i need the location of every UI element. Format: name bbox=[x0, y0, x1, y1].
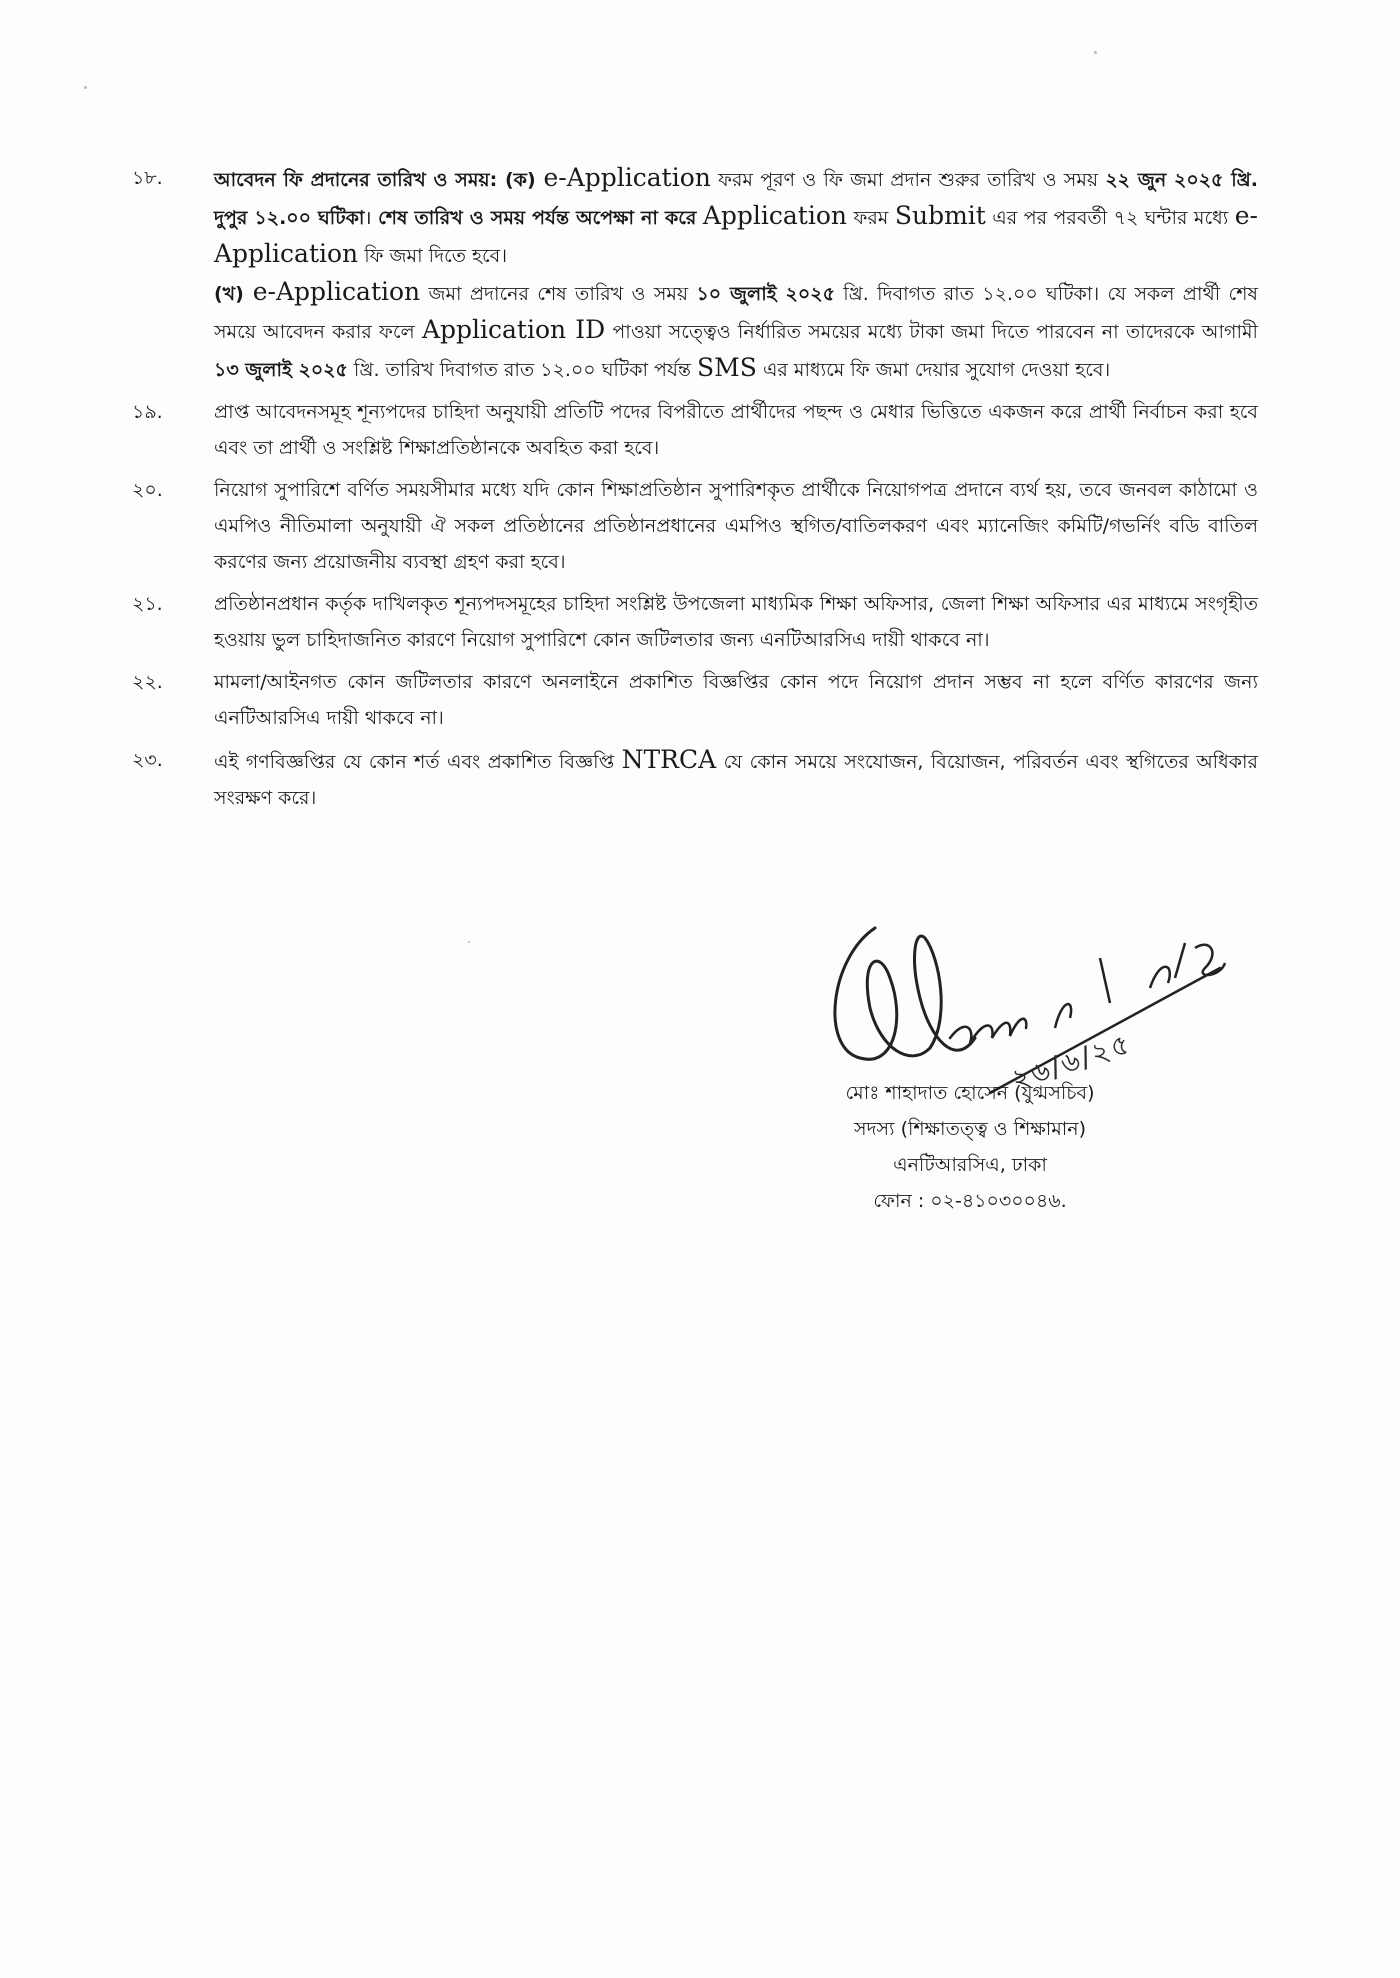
signatory-organization: এনটিআরসিএ, ঢাকা bbox=[893, 1154, 1047, 1176]
clause-number: ২০. bbox=[132, 479, 163, 501]
text-run: জমা প্রদানের শেষ তারিখ ও সময় bbox=[420, 283, 697, 305]
signatory-block bbox=[780, 1075, 1160, 1219]
clause-list bbox=[128, 160, 1258, 822]
clause-body bbox=[214, 394, 1258, 466]
clause-item bbox=[128, 160, 1258, 388]
clause-number: ২২. bbox=[132, 671, 163, 693]
bold-text: ২২ জুন ২০২৫ খ্রি. দুপুর ১২.০০ ঘটিকা bbox=[214, 169, 1258, 229]
clause-body bbox=[214, 664, 1258, 736]
text-run: এই গণবিজ্ঞপ্তির যে কোন শর্ত এবং প্রকাশিত বিজ্ঞপ্তি bbox=[214, 751, 622, 773]
bold-text: আবেদন ফি প্রদানের তারিখ ও সময়: (ক) bbox=[214, 169, 544, 191]
bold-text: ১০ জুলাই ২০২৫ bbox=[696, 283, 835, 305]
bold-text: শেষ তারিখ ও সময় পর্যন্ত অপেক্ষা না করে bbox=[378, 207, 697, 229]
text-run: । bbox=[364, 207, 379, 229]
latin-term: Submit bbox=[894, 201, 986, 230]
scan-speck bbox=[1094, 51, 1097, 54]
clause-number: ২১. bbox=[132, 593, 163, 615]
clause-item bbox=[128, 394, 1258, 466]
text-run: ফি জমা দিতে হবে। bbox=[358, 245, 507, 267]
clause-item bbox=[128, 664, 1258, 736]
latin-term: Application ID bbox=[421, 315, 606, 344]
bold-text: ১৩ জুলাই ২০২৫ bbox=[214, 359, 348, 381]
clause-number: ১৮. bbox=[132, 167, 163, 189]
signatory-designation: সদস্য (শিক্ষাতত্ত্ব ও শিক্ষামান) bbox=[853, 1118, 1087, 1140]
text-run: মামলা/আইনগত কোন জটিলতার কারণে অনলাইনে প্রকাশিত বিজ্ঞপ্তির কোন পদে নিয়োগ প্রদান সম্ভব না হলে বর্ণিত কারণের জন্য এনটিআরসিএ দায়ী থাকবে না। bbox=[214, 671, 1258, 729]
clause-item bbox=[128, 472, 1258, 580]
clause-body bbox=[214, 586, 1258, 658]
clause-paragraph bbox=[214, 664, 1258, 736]
clause-paragraph bbox=[214, 160, 1258, 274]
text-run: ফরম bbox=[846, 207, 895, 229]
text-run: ফরম পূরণ ও ফি জমা প্রদান শুরুর তারিখ ও সময় bbox=[710, 169, 1106, 191]
text-run: প্রতিষ্ঠানপ্রধান কর্তৃক দাখিলকৃত শূন্যপদসমূহের চাহিদা সংশ্লিষ্ট উপজেলা মাধ্যমিক শিক্ষা অফিসার, জেলা শিক্ষা অফিসার এর মাধ্যমে সংগৃহীত হওয়ায় ভুল চাহিদাজনিত কারণে নিয়োগ সুপারিশে কোন জটিলতার জন্য এনটিআরসিএ দায়ী থাকবে না। bbox=[214, 593, 1258, 651]
signatory-name: মোঃ শাহাদাত হোসেন (যুগ্মসচিব) bbox=[845, 1082, 1095, 1104]
latin-term: e-Application bbox=[214, 201, 1258, 268]
clause-body bbox=[214, 160, 1258, 388]
signatory-phone: ফোন : ০২-৪১০৩০০৪৬. bbox=[873, 1190, 1067, 1212]
clause-number: ২৩. bbox=[132, 749, 163, 771]
text-run: এর পর পরবর্তী ৭২ ঘন্টার মধ্যে bbox=[985, 207, 1235, 229]
text-run: নিয়োগ সুপারিশে বর্ণিত সময়সীমার মধ্যে যদি কোন শিক্ষাপ্রতিষ্ঠান সুপারিশকৃত প্রার্থীকে নিয়োগপত্র প্রদানে ব্যর্থ হয়, তবে জনবল কাঠামো ও এমপিও নীতিমালা অনুযায়ী ঐ সকল প্রতিষ্ঠানের প্রতিষ্ঠানপ্রধানের এমপিও স্থগিত/বাতিলকরণ এবং ম্যানেজিং কমিটি/গভর্নিং বডি বাতিল করণের জন্য প্রয়োজনীয় ব্যবস্থা গ্রহণ করা হবে। bbox=[214, 479, 1258, 573]
latin-term: e-Application bbox=[252, 277, 421, 306]
text-run: খ্রি. দিবাগত রাত ১২.০০ ঘটিকা। যে সকল প্রার্থী শেষ সময়ে আবেদন করার ফলে bbox=[214, 283, 1258, 343]
clause-paragraph bbox=[214, 586, 1258, 658]
text-run: যে কোন সময়ে সংযোজন, বিয়োজন, পরিবর্তন এবং স্থগিতের অধিকার সংরক্ষণ করে। bbox=[214, 751, 1258, 809]
clause-body bbox=[214, 742, 1258, 816]
clause-paragraph bbox=[214, 472, 1258, 580]
latin-term: Application bbox=[702, 201, 847, 230]
text-run: খ্রি. তারিখ দিবাগত রাত ১২.০০ ঘটিকা পর্যন্ত bbox=[347, 359, 698, 381]
scan-speck bbox=[84, 86, 87, 89]
bold-text: (খ) bbox=[214, 283, 253, 305]
clause-paragraph bbox=[214, 742, 1258, 816]
clause-item bbox=[128, 742, 1258, 816]
clause-paragraph bbox=[214, 274, 1258, 388]
latin-term: e-Application bbox=[543, 163, 711, 192]
clause-number: ১৯. bbox=[132, 401, 163, 423]
latin-term: SMS bbox=[697, 353, 757, 382]
signature-date: ২৬/৬/২৫ bbox=[1007, 1026, 1136, 1097]
scan-speck bbox=[468, 941, 470, 943]
clause-body bbox=[214, 472, 1258, 580]
latin-term: NTRCA bbox=[621, 745, 717, 774]
text-run: এর মাধ্যমে ফি জমা দেয়ার সুযোগ দেওয়া হবে। bbox=[756, 359, 1111, 381]
text-run: পাওয়া সত্ত্বেও নির্ধারিত সময়ের মধ্যে টাকা জমা দিতে পারবেন না তাদেরকে আগামী bbox=[605, 321, 1258, 343]
clause-paragraph bbox=[214, 394, 1258, 466]
clause-item bbox=[128, 586, 1258, 658]
text-run: প্রাপ্ত আবেদনসমূহ শূন্যপদের চাহিদা অনুযায়ী প্রতিটি পদের বিপরীতে প্রার্থীদের পছন্দ ও মেধার ভিত্তিতে একজন করে প্রার্থী নির্বাচন করা হবে এবং তা প্রার্থী ও সংশ্লিষ্ট শিক্ষাপ্রতিষ্ঠানকে অবহিত করা হবে। bbox=[214, 401, 1258, 459]
